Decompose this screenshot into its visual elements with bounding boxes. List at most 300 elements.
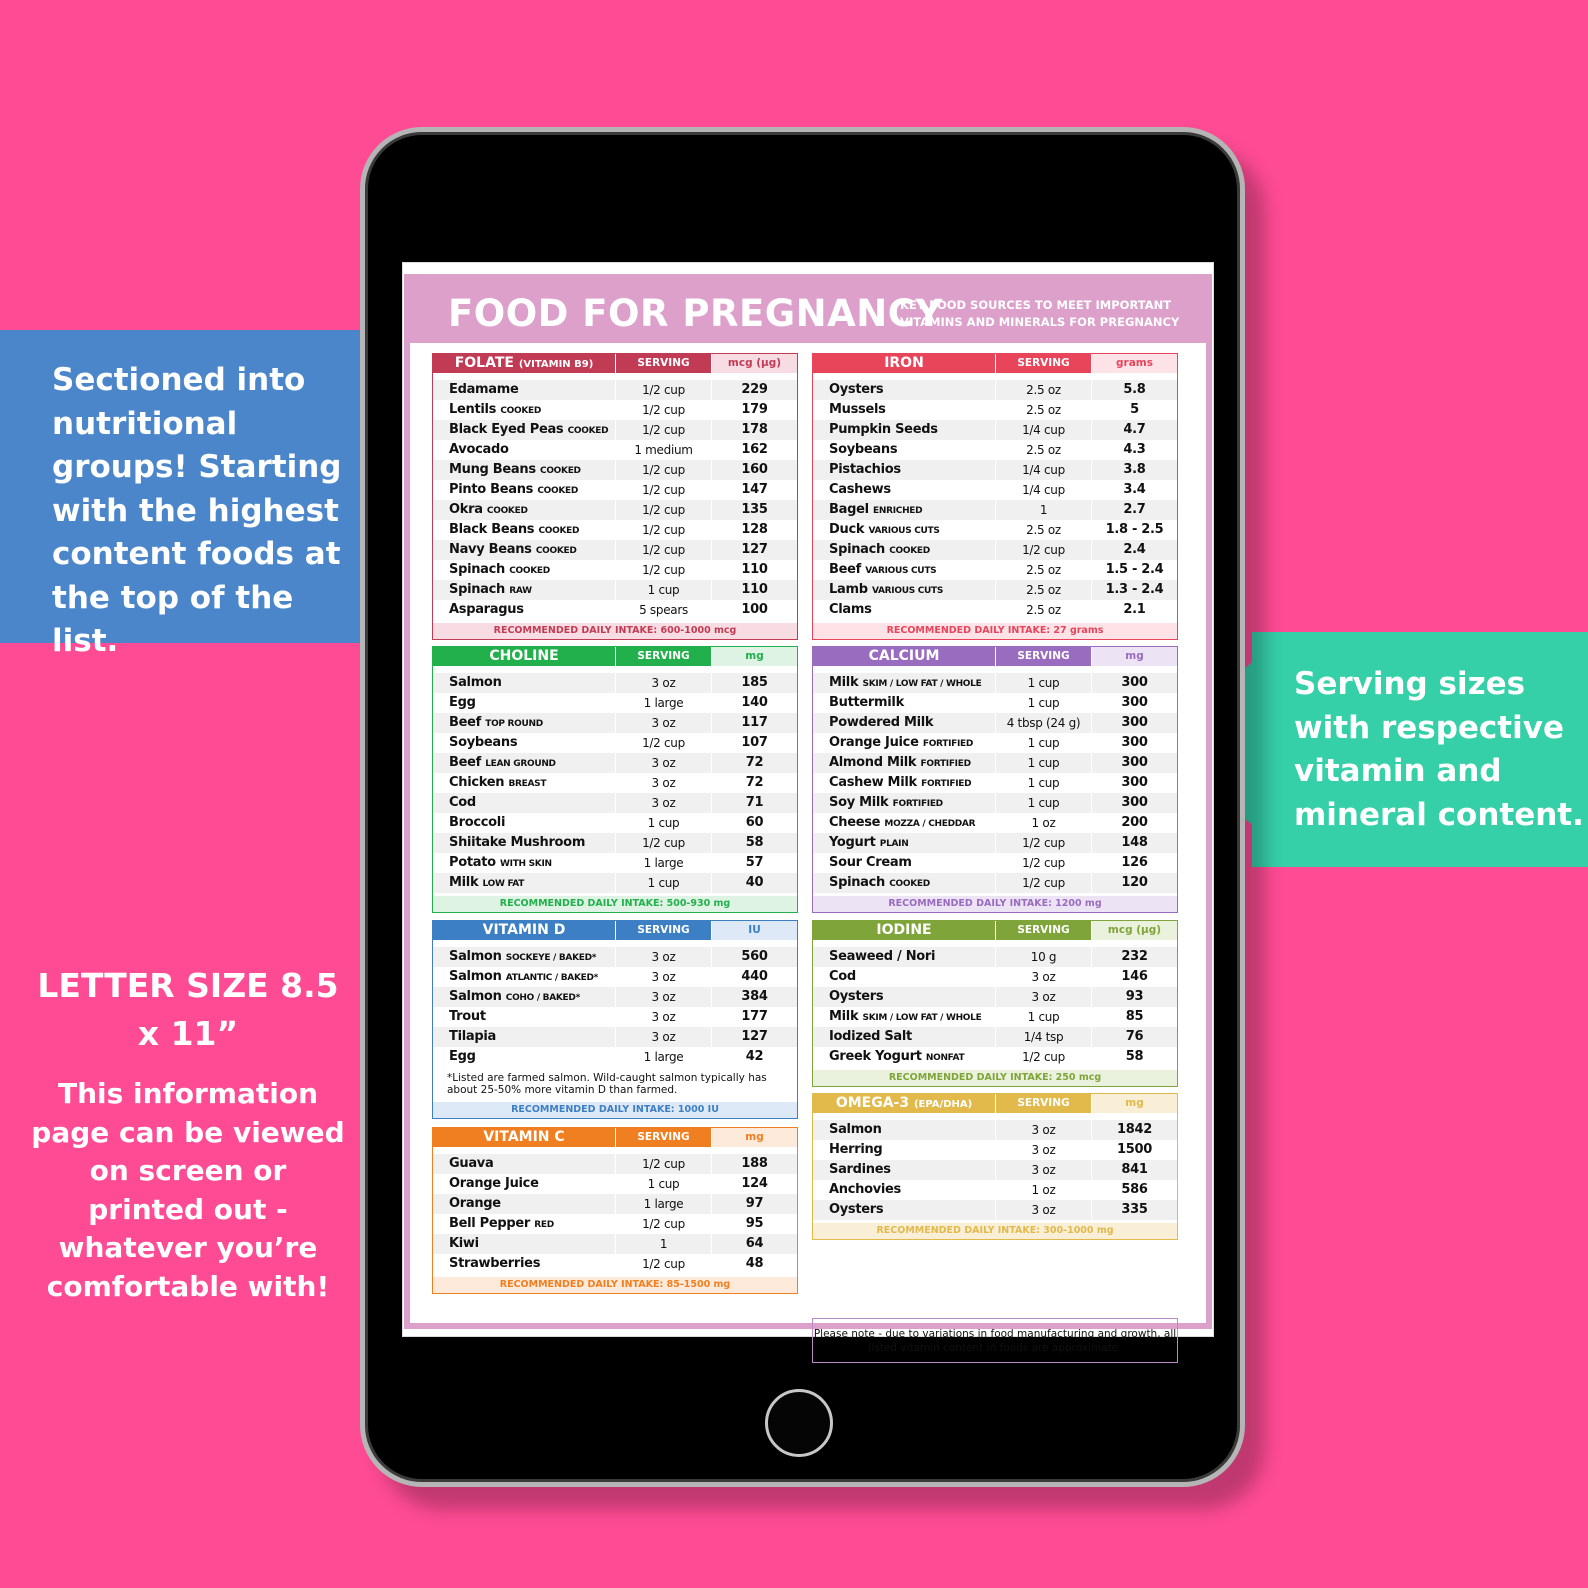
serving-size: 2.5 oz (995, 520, 1091, 540)
serving-size: 1 medium (615, 440, 711, 460)
table-row (433, 480, 797, 500)
food-label: Orange Juice (829, 735, 919, 750)
nutrient-value: 560 (711, 947, 797, 967)
nutrient-value: 3.4 (1091, 480, 1177, 500)
serving-header: SERVING (615, 647, 711, 666)
table-row (433, 460, 797, 480)
nutrient-value: 1.5 - 2.4 (1091, 560, 1177, 580)
callout-sections (0, 330, 366, 659)
food-name (433, 773, 615, 793)
table-row (813, 1027, 1177, 1047)
table-row (433, 987, 797, 1007)
serving-size: 1 cup (995, 673, 1091, 693)
serving-size: 2.5 oz (995, 580, 1091, 600)
section-choline (432, 646, 798, 913)
food-qualifier: LOW FAT (482, 879, 525, 889)
section-header (433, 1128, 797, 1147)
food-label: Salmon (449, 989, 502, 1004)
nutrient-value: 178 (711, 420, 797, 440)
food-label: Greek Yogurt (829, 1049, 922, 1064)
serving-size: 2.5 oz (995, 400, 1091, 420)
food-name (813, 420, 995, 440)
food-label: Pistachios (829, 462, 901, 477)
table-row (433, 1154, 797, 1174)
food-qualifier: COOKED (889, 546, 930, 556)
table-row (813, 560, 1177, 580)
table-row (813, 947, 1177, 967)
serving-size: 3 oz (615, 967, 711, 987)
food-name (433, 1154, 615, 1174)
serving-size: 5 spears (615, 600, 711, 620)
nutrient-value: 841 (1091, 1160, 1177, 1180)
nutrient-value: 40 (711, 873, 797, 893)
serving-size: 1 (995, 500, 1091, 520)
table-row (813, 400, 1177, 420)
food-name (813, 873, 995, 893)
serving-size: 1/2 cup (615, 480, 711, 500)
nutrient-value: 58 (1091, 1047, 1177, 1067)
nutrient-value: 4.7 (1091, 420, 1177, 440)
serving-size: 1 cup (995, 733, 1091, 753)
table-row (433, 967, 797, 987)
food-label: Kiwi (449, 1236, 479, 1251)
table-row (813, 833, 1177, 853)
food-label: Pinto Beans (449, 482, 534, 497)
nutrient-value: 58 (711, 833, 797, 853)
food-qualifier: SKIM / LOW FAT / WHOLE (862, 1013, 982, 1023)
food-sheet (404, 274, 1212, 1354)
section-title: VITAMIN C (483, 1129, 565, 1145)
food-name (433, 1254, 615, 1274)
daily-intake: RECOMMENDED DAILY INTAKE: 600-1000 mcg (433, 623, 797, 639)
food-qualifier: COOKED (540, 466, 581, 476)
section-vitamin-c (432, 1127, 798, 1294)
section-footnote: *Listed are farmed salmon. Wild-caught salmon typically has about 25-50% more vitamin D than farmed. (447, 1072, 767, 1096)
food-label: Oysters (829, 382, 884, 397)
section-title: CHOLINE (489, 648, 559, 664)
food-label: Beef (829, 562, 861, 577)
section-name (433, 1128, 615, 1147)
food-label: Navy Beans (449, 542, 532, 557)
food-name (433, 460, 615, 480)
table-row (433, 673, 797, 693)
section-vitamin-d (432, 920, 798, 1119)
nutrient-value: 76 (1091, 1027, 1177, 1047)
food-name (813, 600, 995, 620)
food-label: Powdered Milk (829, 715, 934, 730)
sheet-subtitle: KEY FOOD SOURCES TO MEET IMPORTANT VITAMINS AND MINERALS FOR PREGNANCY (900, 298, 1180, 329)
table-row (433, 440, 797, 460)
food-name (433, 1027, 615, 1047)
nutrient-value: 586 (1091, 1180, 1177, 1200)
sheet-title: FOOD FOR PREGNANCY (448, 292, 943, 335)
food-label: Broccoli (449, 815, 506, 830)
food-name (813, 1140, 995, 1160)
serving-size: 3 oz (995, 1140, 1091, 1160)
food-name (433, 1234, 615, 1254)
section-subtitle: (EPA/DHA) (913, 1099, 973, 1110)
serving-size: 1 cup (995, 753, 1091, 773)
nutrient-value: 120 (1091, 873, 1177, 893)
table-row (813, 813, 1177, 833)
food-name (433, 833, 615, 853)
food-label: Avocado (449, 442, 509, 457)
table-row (433, 1234, 797, 1254)
nutrient-value: 229 (711, 380, 797, 400)
food-label: Egg (449, 1049, 476, 1064)
table-row (813, 967, 1177, 987)
food-label: Cashews (829, 482, 891, 497)
food-name (813, 1200, 995, 1220)
food-label: Anchovies (829, 1182, 901, 1197)
serving-size: 1/2 cup (615, 400, 711, 420)
food-name (813, 793, 995, 813)
serving-size: 3 oz (995, 987, 1091, 1007)
food-label: Orange (449, 1196, 501, 1211)
food-label: Milk (829, 1009, 859, 1024)
food-name (813, 947, 995, 967)
nutrient-value: 57 (711, 853, 797, 873)
food-name (813, 753, 995, 773)
serving-size: 10 g (995, 947, 1091, 967)
serving-size: 3 oz (995, 1200, 1091, 1220)
serving-size: 3 oz (995, 1160, 1091, 1180)
serving-header: SERVING (995, 1094, 1091, 1113)
table-row (813, 540, 1177, 560)
serving-size: 1 large (615, 1047, 711, 1067)
table-row (433, 1214, 797, 1234)
food-name (433, 440, 615, 460)
table-row (433, 1194, 797, 1214)
section-title: FOLATE (454, 355, 514, 371)
food-name (813, 987, 995, 1007)
table-row (813, 673, 1177, 693)
food-label: Guava (449, 1156, 494, 1171)
section-title: IRON (884, 355, 924, 371)
food-name (433, 480, 615, 500)
food-name (433, 600, 615, 620)
serving-size: 1 large (615, 693, 711, 713)
nutrient-value: 100 (711, 600, 797, 620)
table-row (813, 380, 1177, 400)
food-qualifier: VARIOUS CUTS (868, 526, 940, 536)
food-qualifier: COHO / BAKED* (505, 993, 580, 1003)
food-label: Soybeans (449, 735, 518, 750)
serving-size: 2.5 oz (995, 600, 1091, 620)
food-name (813, 540, 995, 560)
serving-size: 1 cup (615, 813, 711, 833)
table-row (433, 500, 797, 520)
food-qualifier: COOKED (537, 486, 579, 496)
section-rows (813, 1113, 1177, 1220)
nutrient-value: 110 (711, 560, 797, 580)
serving-size: 1/2 cup (615, 833, 711, 853)
food-name (813, 560, 995, 580)
table-row (813, 460, 1177, 480)
food-label: Milk (449, 875, 479, 890)
food-label: Potato (449, 855, 496, 870)
food-qualifier: VARIOUS CUTS (865, 566, 937, 576)
table-row (433, 947, 797, 967)
food-name (813, 833, 995, 853)
food-name (433, 733, 615, 753)
table-row (433, 1007, 797, 1027)
section-title: IODINE (876, 922, 932, 938)
serving-size: 1 cup (615, 873, 711, 893)
food-label: Trout (449, 1009, 486, 1024)
food-qualifier: PLAIN (879, 839, 909, 849)
table-row (433, 713, 797, 733)
food-name (433, 987, 615, 1007)
nutrient-value: 300 (1091, 713, 1177, 733)
section-name (813, 921, 995, 940)
food-name (433, 580, 615, 600)
table-row (813, 1140, 1177, 1160)
serving-size: 1 large (615, 853, 711, 873)
food-qualifier: NONFAT (925, 1053, 965, 1063)
table-row (813, 1120, 1177, 1140)
serving-size: 2.5 oz (995, 380, 1091, 400)
callout-serving (1252, 632, 1588, 867)
food-label: Seaweed / Nori (829, 949, 936, 964)
food-qualifier: ATLANTIC / BAKED* (505, 973, 599, 983)
table-row (813, 773, 1177, 793)
table-row (433, 1027, 797, 1047)
nutrient-value: 300 (1091, 733, 1177, 753)
food-label: Okra (449, 502, 483, 517)
section-name (813, 1094, 995, 1113)
food-label: Lentils (449, 402, 497, 417)
nutrient-value: 160 (711, 460, 797, 480)
sheet-body (410, 343, 1206, 1354)
food-qualifier: WITH SKIN (500, 859, 552, 869)
serving-size: 1 oz (995, 813, 1091, 833)
section-header (813, 1094, 1177, 1113)
food-label: Iodized Salt (829, 1029, 912, 1044)
serving-size: 3 oz (615, 793, 711, 813)
nutrient-value: 1.8 - 2.5 (1091, 520, 1177, 540)
serving-size: 1/2 cup (615, 380, 711, 400)
serving-header: SERVING (995, 647, 1091, 666)
food-name (433, 967, 615, 987)
food-label: Strawberries (449, 1256, 541, 1271)
nutrient-value: 2.1 (1091, 600, 1177, 620)
food-qualifier: FORTIFIED (921, 779, 972, 789)
daily-intake: RECOMMENDED DAILY INTAKE: 85-1500 mg (433, 1277, 797, 1293)
food-label: Pumpkin Seeds (829, 422, 938, 437)
food-name (433, 947, 615, 967)
nutrient-value: 4.3 (1091, 440, 1177, 460)
table-row (433, 1047, 797, 1067)
serving-size: 1 cup (615, 580, 711, 600)
food-name (433, 673, 615, 693)
table-row (813, 733, 1177, 753)
food-name (433, 1174, 615, 1194)
food-label: Salmon (829, 1122, 882, 1137)
food-label: Milk (829, 675, 859, 690)
nutrient-value: 110 (711, 580, 797, 600)
serving-size: 1/2 cup (615, 1214, 711, 1234)
food-name (813, 460, 995, 480)
tablet-screen (402, 262, 1214, 1354)
table-row (433, 753, 797, 773)
food-label: Chicken (449, 775, 505, 790)
nutrient-value: 162 (711, 440, 797, 460)
nutrient-value: 117 (711, 713, 797, 733)
food-qualifier: FORTIFIED (920, 759, 971, 769)
section-rows (813, 373, 1177, 620)
section-iron (812, 353, 1178, 640)
food-name (433, 1047, 615, 1067)
food-qualifier: SOCKEYE / BAKED* (505, 953, 597, 963)
nutrient-value: 335 (1091, 1200, 1177, 1220)
unit-header: mg (1091, 1094, 1177, 1113)
table-row (433, 1254, 797, 1274)
unit-header: grams (1091, 354, 1177, 373)
food-name (433, 853, 615, 873)
food-label: Salmon (449, 969, 502, 984)
section-name (813, 647, 995, 666)
table-row (433, 580, 797, 600)
food-label: Spinach (829, 875, 886, 890)
table-row (813, 753, 1177, 773)
food-name (813, 813, 995, 833)
table-row (433, 773, 797, 793)
food-name (813, 773, 995, 793)
food-qualifier: COOKED (509, 566, 550, 576)
nutrient-value: 2.7 (1091, 500, 1177, 520)
section-title: OMEGA-3 (835, 1095, 910, 1111)
daily-intake: RECOMMENDED DAILY INTAKE: 500-930 mg (433, 896, 797, 912)
food-name (433, 753, 615, 773)
nutrient-value: 177 (711, 1007, 797, 1027)
nutrient-value: 72 (711, 773, 797, 793)
serving-size: 1/4 cup (995, 420, 1091, 440)
serving-size: 3 oz (995, 967, 1091, 987)
nutrient-value: 42 (711, 1047, 797, 1067)
serving-size: 2.5 oz (995, 560, 1091, 580)
table-row (433, 540, 797, 560)
food-qualifier: SKIM / LOW FAT / WHOLE (862, 679, 982, 689)
food-name (813, 853, 995, 873)
nutrient-value: 2.4 (1091, 540, 1177, 560)
food-label: Edamame (449, 382, 519, 397)
food-name (813, 673, 995, 693)
food-name (813, 733, 995, 753)
serving-size: 1 (615, 1234, 711, 1254)
table-row (433, 813, 797, 833)
serving-size: 1/2 cup (615, 520, 711, 540)
food-qualifier: COOKED (538, 526, 580, 536)
food-label: Orange Juice (449, 1176, 539, 1191)
food-label: Sour Cream (829, 855, 912, 870)
serving-header: SERVING (615, 921, 711, 940)
food-qualifier: FORTIFIED (922, 739, 974, 749)
nutrient-value: 147 (711, 480, 797, 500)
serving-size: 1/2 cup (995, 1047, 1091, 1067)
serving-size: 1 cup (615, 1174, 711, 1194)
serving-size: 2.5 oz (995, 440, 1091, 460)
food-name (813, 1007, 995, 1027)
daily-intake: RECOMMENDED DAILY INTAKE: 1200 mg (813, 896, 1177, 912)
food-label: Shiitake Mushroom (449, 835, 586, 850)
unit-header: mcg (µg) (711, 354, 797, 373)
daily-intake: RECOMMENDED DAILY INTAKE: 27 grams (813, 623, 1177, 639)
serving-size: 1/2 cup (615, 733, 711, 753)
section-header (433, 921, 797, 940)
serving-size: 1 large (615, 1194, 711, 1214)
daily-intake: RECOMMENDED DAILY INTAKE: 1000 IU (433, 1102, 797, 1118)
table-row (813, 793, 1177, 813)
section-name (433, 921, 615, 940)
food-name (433, 560, 615, 580)
table-row (433, 873, 797, 893)
serving-size: 3 oz (615, 713, 711, 733)
food-label: Bell Pepper (449, 1216, 531, 1231)
food-name (813, 1160, 995, 1180)
food-label: Soy Milk (829, 795, 889, 810)
section-title: CALCIUM (868, 648, 940, 664)
section-rows (433, 666, 797, 893)
food-name (433, 713, 615, 733)
table-row (433, 733, 797, 753)
serving-header: SERVING (615, 1128, 711, 1147)
unit-header: mg (1091, 647, 1177, 666)
nutrient-value: 232 (1091, 947, 1177, 967)
nutrient-value: 200 (1091, 813, 1177, 833)
nutrient-value: 300 (1091, 793, 1177, 813)
food-name (433, 793, 615, 813)
food-name (813, 713, 995, 733)
table-row (813, 1047, 1177, 1067)
nutrient-value: 60 (711, 813, 797, 833)
food-qualifier: VARIOUS CUTS (871, 586, 944, 596)
food-name (433, 380, 615, 400)
nutrient-value: 72 (711, 753, 797, 773)
serving-size: 3 oz (615, 1027, 711, 1047)
serving-size: 1/4 cup (995, 460, 1091, 480)
food-label: Almond Milk (829, 755, 917, 770)
nutrient-value: 126 (1091, 853, 1177, 873)
table-row (813, 853, 1177, 873)
nutrient-value: 127 (711, 1027, 797, 1047)
home-button[interactable] (765, 1389, 833, 1457)
food-qualifier: MOZZA / CHEDDAR (884, 819, 976, 829)
nutrient-value: 384 (711, 987, 797, 1007)
table-row (813, 693, 1177, 713)
food-qualifier: LEAN GROUND (485, 759, 556, 769)
food-label: Bagel (829, 502, 869, 517)
food-name (813, 580, 995, 600)
nutrient-value: 188 (711, 1154, 797, 1174)
nutrient-value: 179 (711, 400, 797, 420)
serving-size: 1 cup (995, 1007, 1091, 1027)
food-name (813, 1180, 995, 1200)
callout-serving-text: Serving sizes with respective vitamin and mineral content. (1294, 666, 1584, 833)
nutrient-value: 300 (1091, 673, 1177, 693)
table-row (813, 873, 1177, 893)
section-name (433, 354, 615, 373)
nutrient-value: 140 (711, 693, 797, 713)
serving-header: SERVING (995, 354, 1091, 373)
food-name (433, 1194, 615, 1214)
food-qualifier: RED (534, 1220, 554, 1230)
table-row (813, 520, 1177, 540)
food-name (813, 1120, 995, 1140)
table-row (433, 380, 797, 400)
section-header (433, 647, 797, 666)
section-rows (433, 940, 797, 1067)
